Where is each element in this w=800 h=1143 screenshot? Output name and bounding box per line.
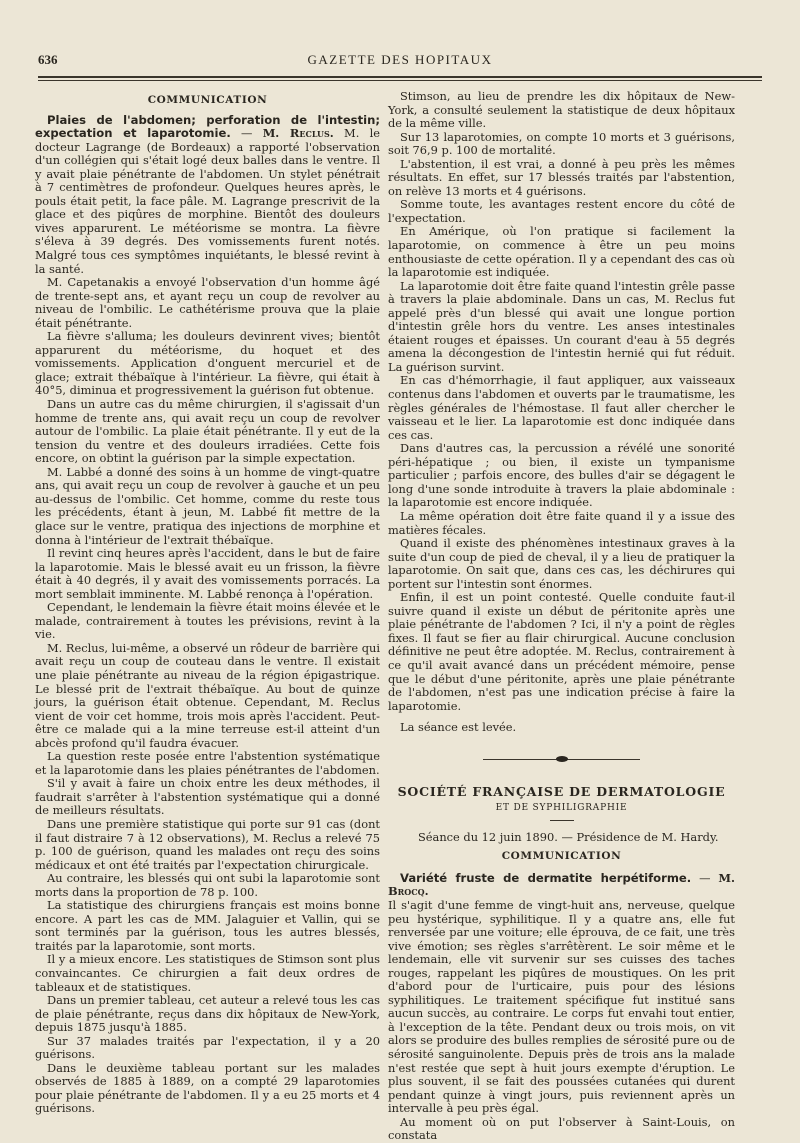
paragraph: Dans le deuxième tableau portant sur les malades observés de 1885 à 1889, on a compté 29 laparotomies pour plaie pénétrante de l'abdomen. Il y a eu 25 morts et 4 guérisons. [35, 1060, 380, 1116]
paragraph: Au moment où on put l'observer à Saint-Louis, on constata [388, 1114, 735, 1143]
section-title: COMMUNICATION [147, 94, 268, 106]
paragraph: La question reste posée entre l'abstention systématique et la laparotomie dans les plaies pénétrantes de l'abdomen. [35, 749, 380, 777]
header-rule-thin [38, 80, 762, 81]
left-column [35, 90, 380, 1116]
right-column [388, 90, 735, 1143]
article-author: M. Reclus. [262, 126, 334, 141]
paragraph: M. Reclus, lui-même, a observé un rôdeur de barrière qui avait reçu un coup de couteau dans le ventre. Il existait une plaie pénétrante au niveau de la région épigastrique. Le blessé prit de l'extrait thébaïque. Au bout de quinze jours, la guérison était obtenue. Cependant, M. Reclus vient de voir cet homme, trois mois après l'accident. Peut-être ce malade qui a la mine terreuse est-il atteint d'un abcès profond qu'il faudra évacuer. [35, 640, 380, 750]
paragraph: Sur 37 malades traités par l'expectation, il y a 20 guérisons. [35, 1033, 380, 1062]
paragraph: La même opération doit être faite quand il y a issue des matières fécales. [388, 508, 735, 537]
page-number: 636 [38, 52, 58, 67]
paragraph: Dans un premier tableau, cet auteur a relevé tous les cas de plaie pénétrante, reçus dans dix hôpitaux de New-York, depuis 1875 jusqu'à 1885. [35, 993, 380, 1035]
paragraph: Enfin, il est un point contesté. Quelle conduite faut-il suivre quand il existe un début de péritonite après une plaie pénétrante de l'abdomen ? Ici, il n'y a point de règles fixes. Il faut se fier au flair chirurgical. Aucune conclusion définitive ne peut être adoptée. M. Reclus, contrairement à ce qu'il avait avancé dans un précédent mémoire, pense que le début d'une péritonite, après une plaie pénétrante de l'abdomen, n'est pas une indication précise à faire la laparotomie. [388, 590, 735, 713]
journal-title: GAZETTE DES HOPITAUX [307, 52, 493, 67]
paragraph: Il y a mieux encore. Les statistiques de Stimson sont plus convaincantes. Ce chirurgien a fait deux ordres de tableaux et de statistiques. [35, 952, 380, 994]
closing-line: La séance est levée. [400, 720, 517, 735]
paragraph: Quand il existe des phénomènes intestinaux graves à la suite d'un coup de pied de cheval, il y a lieu de pratiquer la laparotomie. On sait que, dans ces cas, les déchirures qui portent sur l'intestin sont énormes. [388, 536, 735, 591]
session-line: Séance du 12 juin 1890. — Présidence de M. Hardy. [418, 829, 719, 844]
communication-title: COMMUNICATION [501, 850, 622, 863]
paragraph: Dans d'autres cas, la percussion a révélé une sonorité péri-hépatique ; ou bien, il existe un tympanisme particulier ; parfois encore, des bulles d'air se dégagent le long d'une sonde introduite à travers la plaie abdominale : la laparotomie est encore indiquée. [388, 441, 735, 510]
article-lead: Plaies de l'abdomen; perforation de l'intestin; expectation et laparotomie. — M. Reclus. M. le docteur Lagrange (de Bordeaux) a rapporté l'observation d'un collégien qui s'était logé deux balles dans le ventre. Il y avait plaie pénétrante de l'abdomen. Un stylet pénétrait à 7 centimètres de profondeur. Quelques heures après, le pouls était petit, la face pâle. M. Lagrange prescrivit de la glace et des piqûres de morphine. Bientôt des douleurs vives apparurent. Le météorisme se montra. La fièvre s'éleva à 39 degrés. Des vomissements furent notés. Malgré tous ces symptômes inquiétants, le blessé revint à la santé. [35, 112, 380, 276]
section-divider-ornament [388, 749, 735, 771]
paragraph: La statistique des chirurgiens français est moins bonne encore. A part les cas de MM. Jalaguier et Vallin, qui se sont terminés par la guérison, tous les autres blessés, traités par la laparotomie, sont morts. [35, 898, 380, 953]
paragraph: En Amérique, où l'on pratique si facilement la laparotomie, on commence à être un peu moins enthousiaste de cette opération. Il y a cependant des cas où la laparotomie est indiquée. [388, 224, 735, 280]
divider-ornament-icon [556, 756, 568, 762]
paragraph: Somme toute, les avantages restent encore du côté de l'expectation. [388, 197, 735, 225]
paragraph: Stimson, au lieu de prendre les dix hôpitaux de New-York, a consulté seulement la statistique de deux hôpitaux de la même ville. [388, 89, 735, 131]
article-heading: Variété fruste de dermatite herpétiforme. [400, 870, 692, 885]
paragraph: Il s'agit d'une femme de vingt-huit ans, nerveuse, quelque peu hystérique, syphilitique. Il y a quatre ans, elle fut renversée par une voiture; elle éprouva, de ce fait, une très vive émotion; ses règles s'arrêtèrent. Le soir même et le lendemain, elle vit survenir sur ses cuisses des taches rouges, rappelant les piqûres de moustiques. On les prit d'abord pour de l'urticaire, puis pour des lésions syphilitiques. Le traitement spécifique fut institué sans aucun succès, au contraire. Le corps fut envahi tout entier, à l'exception de la tête. Pendant deux ou trois mois, on vit alors se produire des bulles remplies de sérosité pure ou de sérosité sanguinolente. Depuis près de trois ans la malade n'est restée que sept à huit jours exempte d'éruption. Le plus souvent, il se fait des poussées cutanées qui durent pendant quinze à vingt jours, puis reviennent après un intervalle à peu près égal. [388, 897, 735, 1116]
header-rule-thick [38, 76, 762, 78]
paragraph: S'il y avait à faire un choix entre les deux méthodes, il faudrait s'arrêter à l'abstention systématique qui a donné de meilleurs résultats. [35, 776, 380, 818]
paragraph: Cependant, le lendemain la fièvre était moins élevée et le malade, contrairement à toutes les prévisions, revint à la vie. [35, 600, 380, 642]
article-heading: Plaies de l'abdomen; perforation de l'intestin; expectation et laparotomie. [35, 112, 380, 141]
paragraph: M. Capetanakis a envoyé l'observation d'un homme âgé de trente-sept ans, et ayant reçu un coup de revolver au niveau de l'ombilic. Le cathétérisme prouva que la plaie était pénétrante. [35, 275, 380, 330]
paragraph: M. le docteur Lagrange (de Bordeaux) a rapporté l'observation d'un collégien qui s'était logé deux balles dans le ventre. Il y avait plaie pénétrante de l'abdomen. Un stylet pénétrait à 7 centimètres de profondeur. Quelques heures après, le pouls était petit, la face pâle. M. Lagrange prescrivit de la glace et des piqûres de morphine. Bientôt des douleurs vives apparurent. Le météorisme se montra. La fièvre s'éleva à 39 degrés. Des vomissements furent notés. Malgré tous ces symptômes inquiétants, le blessé revint à la santé. [35, 126, 380, 276]
article-author: M. Brocq. [388, 870, 735, 899]
paragraph: L'abstention, il est vrai, a donné à peu près les mêmes résultats. En effet, sur 17 blessés traités par l'abstention, on relève 13 morts et 4 guérisons. [388, 156, 735, 198]
paragraph: Sur 13 laparotomies, on compte 10 morts et 3 guérisons, soit 76,9 p. 100 de mortalité. [388, 129, 735, 158]
short-rule [550, 820, 574, 821]
paragraph: Dans un autre cas du même chirurgien, il s'agissait d'un homme de trente ans, qui avait reçu un coup de revolver autour de l'ombilic. La plaie était pénétrante. Il y eut de la tension du ventre et des douleurs irradiées. Cette fois encore, on obtint la guérison par la simple expectation. [35, 397, 380, 466]
paragraph: En cas d'hémorrhagie, il faut appliquer, aux vaisseaux contenus dans l'abdomen et ouverts par le traumatisme, les règles générales de l'hémostase. Il faut aller chercher le vaisseau et le lier. La laparotomie est donc indiquée dans ces cas. [388, 373, 735, 442]
paragraph: Dans une première statistique qui porte sur 91 cas (dont il faut distraire 7 à 12 observations), M. Reclus a relevé 75 p. 100 de guérison, quand les malades ont reçu des soins médicaux et ont été traités par l'expectation chirurgicale. [35, 816, 380, 872]
paragraph: La fièvre s'alluma; les douleurs devinrent vives; bientôt apparurent du météorisme, du hoquet et des vomissements. Application d'onguent mercuriel et de glace; extrait thébaïque à l'intérieur. La fièvre, qui était à 40°5, diminua et progressivement la guérison fut obtenue. [35, 329, 380, 398]
paragraph: La laparotomie doit être faite quand l'intestin grêle passe à travers la plaie abdominale. Dans un cas, M. Reclus fut appelé près d'un blessé qui avait une longue portion d'intestin grêle hors du ventre. Les anses intestinales étaient rouges et épaisses. Un courant d'eau à 55 degrés amena la décongestion de l'intestin hernié qui fut réduit. La guérison survint. [388, 278, 735, 374]
society-subtitle: ET DE SYPHILIGRAPHIE [495, 803, 628, 814]
paragraph: M. Labbé a donné des soins à un homme de vingt-quatre ans, qui avait reçu un coup de revolver à gauche et un peu au-dessus de l'ombilic. Cet homme, comme du reste tous les précédents, étant à jeun, M. Labbé fit mettre de la glace sur le ventre, pratiqua des injections de morphine et donna à l'intérieur de l'extrait thébaïque. [35, 464, 380, 547]
paragraph: Il revint cinq heures après l'accident, dans le but de faire la laparotomie. Mais le blessé avait eu un frisson, la fièvre était à 40 degrés, il y avait des vomissements porracés. La mort semblait imminente. M. Labbé renonça à l'opération. [35, 546, 380, 601]
society-title: SOCIÉTÉ FRANÇAISE DE DERMATOLOGIE [397, 783, 726, 799]
page-header [38, 48, 762, 72]
article-lead: Variété fruste de dermatite herpétiforme. — M. Brocq. [388, 870, 735, 899]
paragraph: Au contraire, les blessés qui ont subi la laparotomie sont morts dans la proportion de 78 p. 100. [35, 871, 380, 899]
